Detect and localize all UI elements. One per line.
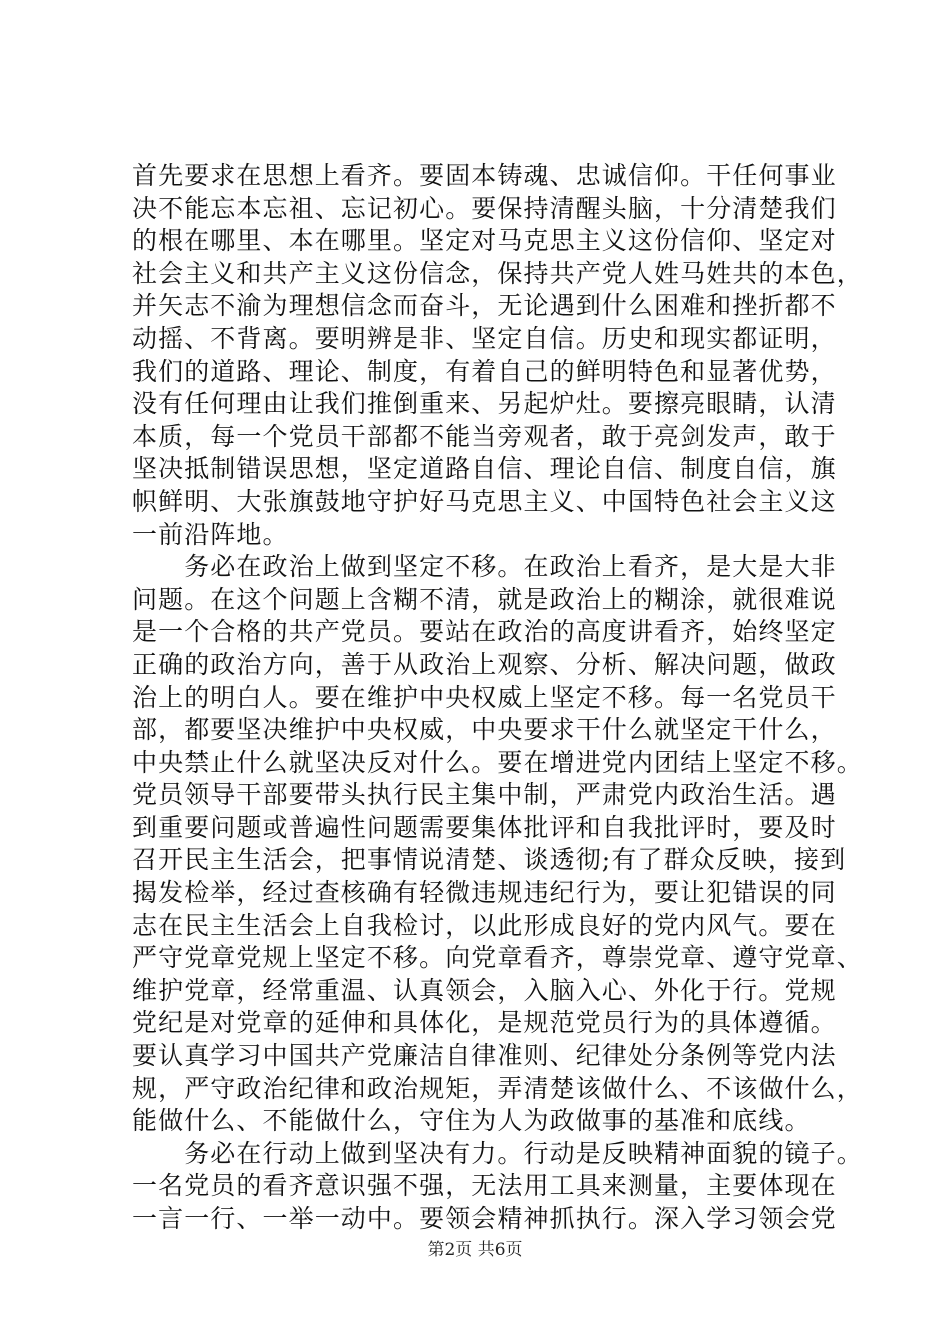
text-line: 要认真学习中国共产党廉洁自律准则、纪律处分条例等党内法	[132, 1041, 837, 1071]
text-line: 务必在政治上做到坚定不移。在政治上看齐，是大是大非	[132, 552, 837, 582]
text-line: 帜鲜明、大张旗鼓地守护好马克思主义、中国特色社会主义这	[132, 486, 837, 516]
text-line: 是一个合格的共产党员。要站在政治的高度讲看齐，始终坚定	[132, 617, 837, 647]
text-line: 党纪是对党章的延伸和具体化，是规范党员行为的具体遵循。	[132, 1008, 837, 1038]
text-line: 动摇、不背离。要明辨是非、坚定自信。历史和现实都证明，	[132, 323, 837, 353]
text-line: 坚决抵制错误思想，坚定道路自信、理论自信、制度自信，旗	[132, 454, 837, 484]
text-line: 志在民主生活会上自我检讨，以此形成良好的党内风气。要在	[132, 910, 837, 940]
text-line: 党员领导干部要带头执行民主集中制，严肃党内政治生活。遇	[132, 780, 837, 810]
text-line: 能做什么、不能做什么，守住为人为政做事的基准和底线。	[132, 1106, 811, 1136]
text-line: 揭发检举，经过查核确有轻微违规违纪行为，要让犯错误的同	[132, 878, 837, 908]
text-line: 召开民主生活会，把事情说清楚、谈透彻;有了群众反映，接到	[132, 845, 847, 875]
text-line: 一前沿阵地。	[132, 519, 289, 549]
text-line: 到重要问题或普遍性问题需要集体批评和自我批评时，要及时	[132, 812, 837, 842]
text-line: 务必在行动上做到坚决有力。行动是反映精神面貌的镜子。	[132, 1138, 863, 1168]
text-line: 部，都要坚决维护中央权威，中央要求干什么就坚定干什么，	[132, 715, 837, 745]
document-body	[132, 160, 863, 1236]
text-line: 严守党章党规上坚定不移。向党章看齐，尊崇党章、遵守党章、	[132, 943, 863, 973]
text-line: 的根在哪里、本在哪里。坚定对马克思主义这份信仰、坚定对	[132, 226, 837, 256]
text-line: 正确的政治方向，善于从政治上观察、分析、解决问题，做政	[132, 649, 837, 679]
text-line: 维护党章，经常重温、认真领会，入脑入心、外化于行。党规	[132, 975, 837, 1005]
text-line: 中央禁止什么就坚决反对什么。要在增进党内团结上坚定不移。	[132, 747, 863, 777]
text-line: 一名党员的看齐意识强不强，无法用工具来测量，主要体现在	[132, 1171, 837, 1201]
text-line: 本质，每一个党员干部都不能当旁观者，敢于亮剑发声，敢于	[132, 421, 837, 451]
text-line: 社会主义和共产主义这份信念，保持共产党人姓马姓共的本色，	[132, 258, 863, 288]
text-line: 并矢志不渝为理想信念而奋斗，无论遇到什么困难和挫折都不	[132, 291, 837, 321]
text-line: 治上的明白人。要在维护中央权威上坚定不移。每一名党员干	[132, 682, 837, 712]
text-line: 决不能忘本忘祖、忘记初心。要保持清醒头脑，十分清楚我们	[132, 193, 837, 223]
text-line: 一言一行、一举一动中。要领会精神抓执行。深入学习领会党	[132, 1204, 837, 1233]
text-line: 问题。在这个问题上含糊不清，就是政治上的糊涂，就很难说	[132, 584, 837, 614]
text-line: 没有任何理由让我们推倒重来、另起炉灶。要擦亮眼睛，认清	[132, 389, 837, 419]
text-line: 规，严守政治纪律和政治规矩，弄清楚该做什么、不该做什么，	[132, 1073, 863, 1103]
page-footer: 第2页 共6页	[427, 1240, 523, 1260]
text-line: 首先要求在思想上看齐。要固本铸魂、忠诚信仰。干任何事业	[132, 161, 837, 190]
text-line: 我们的道路、理论、制度，有着自己的鲜明特色和显著优势，	[132, 356, 837, 386]
